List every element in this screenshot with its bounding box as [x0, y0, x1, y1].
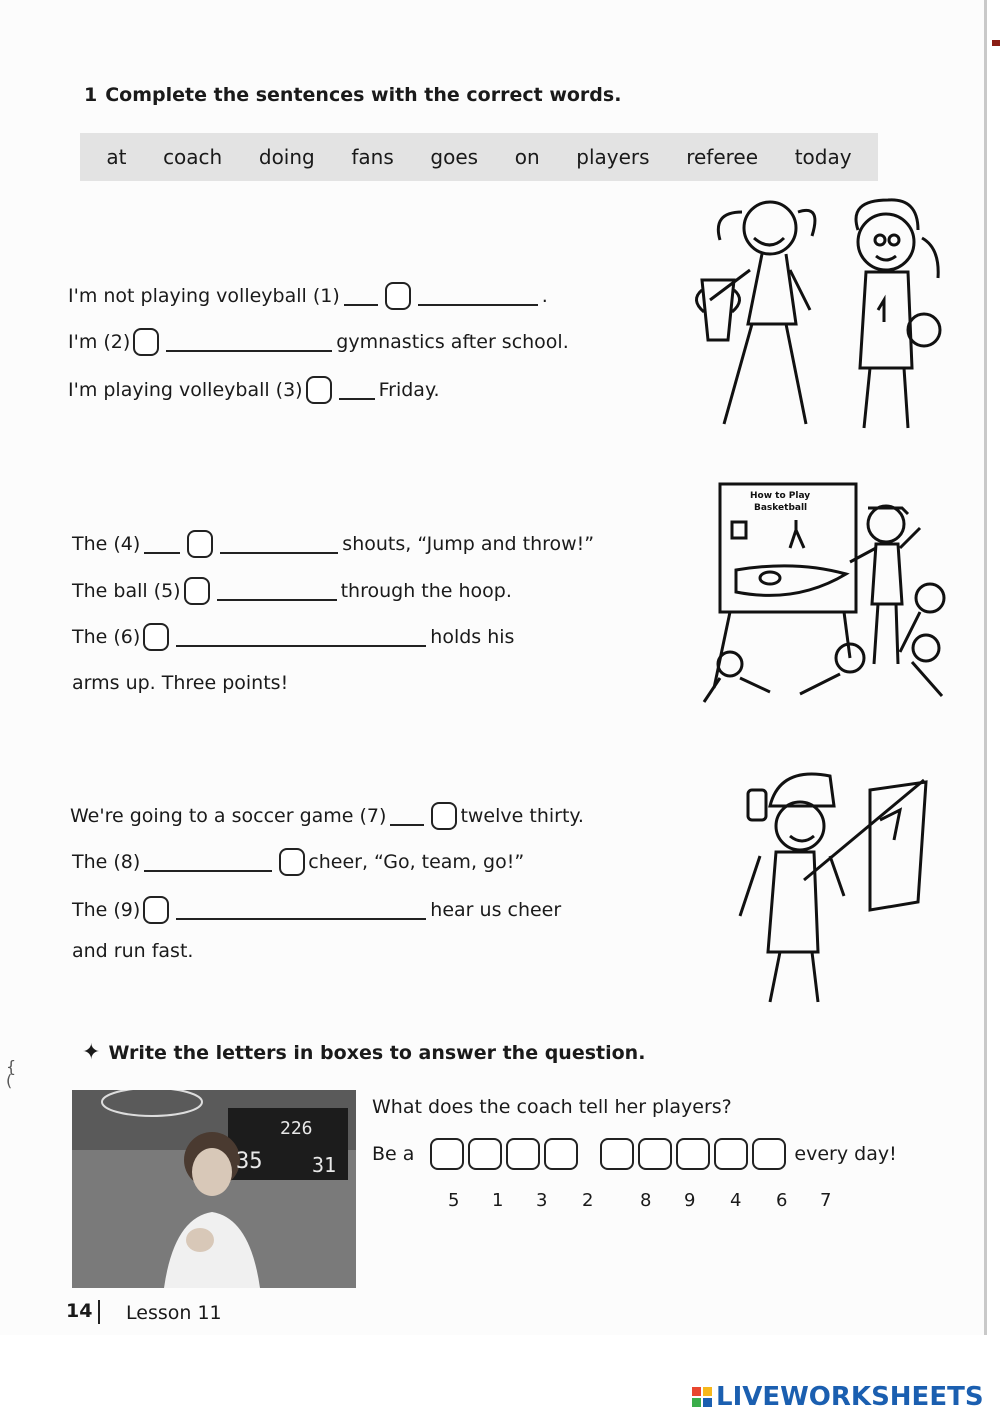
sentence-6 [72, 623, 514, 651]
puzzle-letter-box[interactable] [714, 1138, 748, 1170]
word-bank [80, 133, 878, 181]
letter-box[interactable] [143, 623, 169, 651]
sentence-text: The (8) [72, 851, 141, 873]
answer-blank[interactable] [390, 806, 424, 826]
sentence-text: I'm (2) [68, 331, 131, 353]
puzzle-letter-box[interactable] [600, 1138, 634, 1170]
answer-blank[interactable] [144, 534, 180, 554]
puzzle-number: 7 [820, 1190, 832, 1211]
section-instruction: Complete the sentences with the correct words. [105, 84, 622, 106]
puzzle-letter-box[interactable] [752, 1138, 786, 1170]
answer-blank[interactable] [220, 534, 338, 554]
sentence-text: twelve thirty. [460, 805, 584, 827]
sentence-7 [70, 802, 584, 830]
letter-box[interactable] [306, 376, 332, 404]
answer-blank[interactable] [418, 286, 538, 306]
lesson-label: Lesson 11 [126, 1302, 222, 1324]
footer-divider [98, 1300, 100, 1324]
puzzle-letter-box[interactable] [638, 1138, 672, 1170]
sentence-text: The (6) [72, 626, 141, 648]
sentence-1: I'm not playing volleyball (1) . [68, 282, 548, 310]
letter-box[interactable] [385, 282, 411, 310]
puzzle-number: 1 [492, 1190, 504, 1211]
letter-box[interactable] [187, 530, 213, 558]
sentence-9 [72, 896, 561, 924]
sentence-5 [72, 577, 512, 605]
coach-photo-image [72, 1090, 356, 1288]
letter-box[interactable] [184, 577, 210, 605]
page-edge-mark [992, 40, 1000, 46]
letter-box[interactable] [279, 848, 305, 876]
sentence-text: gymnastics after school. [336, 331, 569, 353]
sentence-9-continued [72, 940, 193, 962]
word-bank-item: on [514, 145, 540, 169]
word-bank-item: today [794, 145, 852, 169]
section-1-heading [84, 84, 621, 106]
sentence-text: I'm not playing volleyball (1) [68, 285, 340, 307]
sentence-text: The (9) [72, 899, 141, 921]
sentence-text: and run fast. [72, 940, 194, 962]
sentence-2 [68, 328, 569, 356]
puzzle-answer-line [372, 1138, 897, 1170]
puzzle-letter-box[interactable] [468, 1138, 502, 1170]
sentence-text: The ball (5) [72, 580, 181, 602]
board-title: How to Play [750, 491, 811, 501]
coach-board-illustration [700, 478, 965, 718]
girls-illustration [690, 190, 960, 445]
puzzle-number: 4 [730, 1190, 742, 1211]
sentence-text: cheer, “Go, team, go!” [308, 851, 525, 873]
puzzle-number: 8 [640, 1190, 652, 1211]
answer-blank[interactable] [217, 581, 337, 601]
puzzle-number: 2 [582, 1190, 594, 1211]
margin-mark: { ( [6, 1057, 17, 1090]
answer-blank[interactable] [344, 286, 378, 306]
sentence-4 [72, 530, 594, 558]
scoreboard-digits: 35 [236, 1149, 263, 1174]
sentence-text: holds his [430, 626, 515, 648]
puzzle-letter-box[interactable] [544, 1138, 578, 1170]
letter-box[interactable] [133, 328, 159, 356]
puzzle-number: 9 [684, 1190, 696, 1211]
sentence-text: through the hoop. [340, 580, 512, 602]
word-bank-item: players [576, 145, 650, 169]
word-bank-item: at [106, 145, 127, 169]
puzzle-number: 6 [776, 1190, 788, 1211]
answer-blank[interactable] [176, 900, 426, 920]
answer-blank[interactable] [144, 852, 272, 872]
sentence-text: hear us cheer [430, 899, 562, 921]
sentence-6-continued [72, 672, 288, 694]
answer-blank[interactable] [176, 627, 426, 647]
sentence-text: arms up. Three points! [72, 672, 289, 694]
page-number: 14 [66, 1300, 93, 1322]
section-2-heading [82, 1040, 645, 1065]
word-bank-item: goes [430, 145, 479, 169]
sentence-text: I'm playing volleyball (3) [68, 379, 303, 401]
section-number: 1 [84, 84, 98, 106]
puzzle-question: What does the coach tell her players? [372, 1096, 732, 1118]
puzzle-letter-box[interactable] [506, 1138, 540, 1170]
section-instruction: Write the letters in boxes to answer the question. [108, 1041, 646, 1064]
answer-suffix: every day! [794, 1143, 897, 1165]
puzzle-letter-box[interactable] [676, 1138, 710, 1170]
letter-box[interactable] [143, 896, 169, 924]
scoreboard-digits: 226 [280, 1118, 313, 1139]
sentence-text: The (4) [72, 533, 141, 555]
sentence-8 [72, 848, 524, 876]
word-bank-item: fans [351, 145, 394, 169]
sentence-text: shouts, “Jump and throw!” [342, 533, 595, 555]
answer-blank[interactable] [166, 332, 332, 352]
board-title: Basketball [754, 503, 808, 513]
liveworksheets-logo [692, 1382, 984, 1412]
answer-blank[interactable] [339, 380, 375, 400]
logo-icon [692, 1387, 712, 1407]
answer-prefix: Be a [372, 1143, 415, 1165]
scoreboard-digits: 31 [312, 1153, 337, 1177]
puzzle-number: 3 [536, 1190, 548, 1211]
coach-photo [72, 1090, 356, 1288]
sentence-3 [68, 376, 440, 404]
sentence-text: We're going to a soccer game (7) [70, 805, 387, 827]
word-bank-item: doing [258, 145, 315, 169]
word-bank-item: coach [163, 145, 223, 169]
word-bank-item: referee [686, 145, 759, 169]
fan-illustration [730, 760, 955, 1010]
letter-box[interactable] [431, 802, 457, 830]
puzzle-letter-box[interactable] [430, 1138, 464, 1170]
puzzle-number: 5 [448, 1190, 460, 1211]
star-icon: ✦ [82, 1040, 101, 1065]
watermark-text: LIVEWORKSHEETS [716, 1382, 984, 1412]
sentence-text: Friday. [378, 379, 440, 401]
